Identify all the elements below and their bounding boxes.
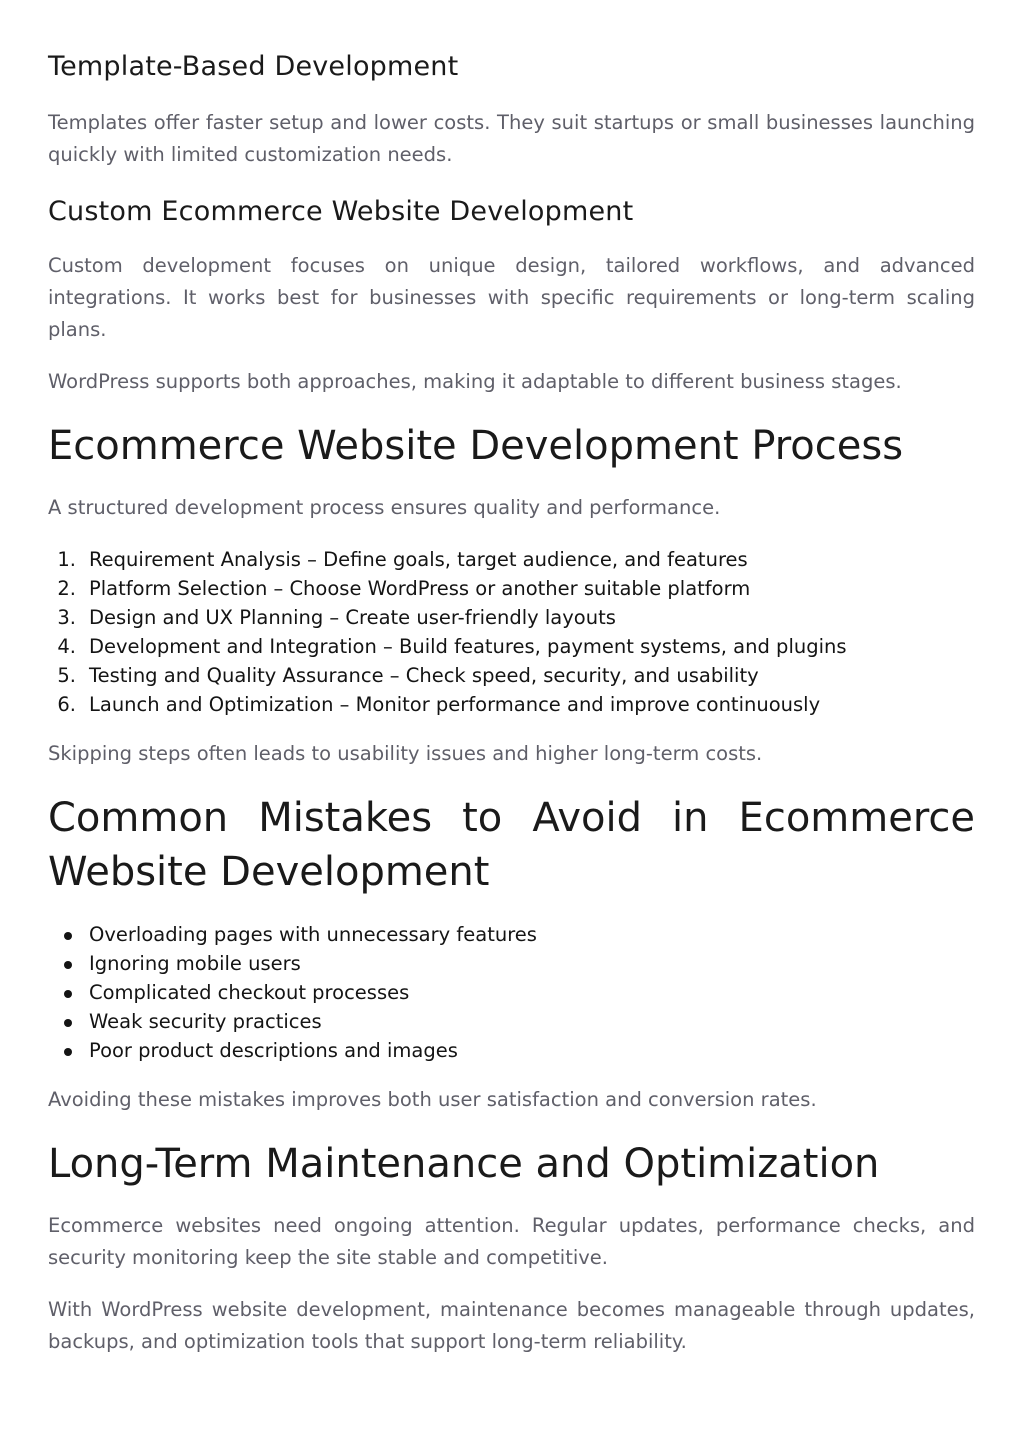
process-steps-list bbox=[48, 545, 975, 719]
process-step bbox=[48, 632, 975, 661]
step-text: Testing and Quality Assurance – Check speed, security, and usability bbox=[89, 664, 759, 687]
step-number: 4. bbox=[57, 635, 76, 658]
process-step bbox=[48, 690, 975, 719]
step-number: 6. bbox=[57, 693, 76, 716]
process-outro-paragraph: Skipping steps often leads to usability issues and higher long-term costs. bbox=[48, 742, 763, 765]
custom-development-paragraph: Custom development focuses on unique design, tailored workflows, and advanced integrations. It works best for businesses with specific requirements or long-term scaling plans. bbox=[48, 254, 975, 341]
bullet-icon bbox=[64, 961, 72, 969]
mistake-item bbox=[48, 949, 975, 978]
process-step bbox=[48, 661, 975, 690]
maintenance-paragraph-1: Ecommerce websites need ongoing attention. Regular updates, performance checks, and security monitoring keep the site stable and competitive. bbox=[48, 1214, 975, 1269]
mistake-text: Poor product descriptions and images bbox=[89, 1039, 458, 1062]
bullet-icon bbox=[64, 990, 72, 998]
bullet-icon bbox=[64, 1019, 72, 1027]
step-text: Launch and Optimization – Monitor performance and improve continuously bbox=[89, 693, 821, 716]
mistakes-list bbox=[48, 920, 975, 1065]
mistake-text: Ignoring mobile users bbox=[89, 952, 301, 975]
mistakes-heading: Common Mistakes to Avoid in Ecommerce Website Development bbox=[48, 795, 975, 895]
maintenance-paragraph-2: With WordPress website development, maintenance becomes manageable through updates, backups, and optimization tools that support long-term reliability. bbox=[48, 1298, 975, 1353]
step-number: 3. bbox=[57, 606, 76, 629]
mistake-item bbox=[48, 1007, 975, 1036]
process-step bbox=[48, 603, 975, 632]
mistake-text: Overloading pages with unnecessary features bbox=[89, 923, 537, 946]
step-text: Platform Selection – Choose WordPress or another suitable platform bbox=[89, 577, 751, 600]
process-step bbox=[48, 545, 975, 574]
mistake-text: Complicated checkout processes bbox=[89, 981, 410, 1004]
step-text: Requirement Analysis – Define goals, target audience, and features bbox=[89, 548, 748, 571]
maintenance-heading: Long-Term Maintenance and Optimization bbox=[48, 1141, 880, 1187]
mistakes-outro-paragraph: Avoiding these mistakes improves both user satisfaction and conversion rates. bbox=[48, 1088, 817, 1111]
mistake-item bbox=[48, 978, 975, 1007]
wordpress-approaches-paragraph: WordPress supports both approaches, making it adaptable to different business stages. bbox=[48, 370, 902, 393]
template-based-heading: Template-Based Development bbox=[48, 51, 459, 82]
bullet-icon bbox=[64, 1048, 72, 1056]
mistake-text: Weak security practices bbox=[89, 1010, 322, 1033]
step-number: 2. bbox=[57, 577, 76, 600]
process-step bbox=[48, 574, 975, 603]
mistake-item bbox=[48, 920, 975, 949]
step-text: Development and Integration – Build features, payment systems, and plugins bbox=[89, 635, 847, 658]
process-intro-paragraph: A structured development process ensures quality and performance. bbox=[48, 496, 721, 519]
template-based-paragraph: Templates offer faster setup and lower costs. They suit startups or small businesses launching quickly with limited customization needs. bbox=[48, 111, 975, 166]
bullet-icon bbox=[64, 932, 72, 940]
mistake-item bbox=[48, 1036, 975, 1065]
process-heading: Ecommerce Website Development Process bbox=[48, 423, 904, 469]
step-number: 5. bbox=[57, 664, 76, 687]
custom-development-heading: Custom Ecommerce Website Development bbox=[48, 196, 634, 227]
step-number: 1. bbox=[57, 548, 76, 571]
step-text: Design and UX Planning – Create user-friendly layouts bbox=[89, 606, 616, 629]
